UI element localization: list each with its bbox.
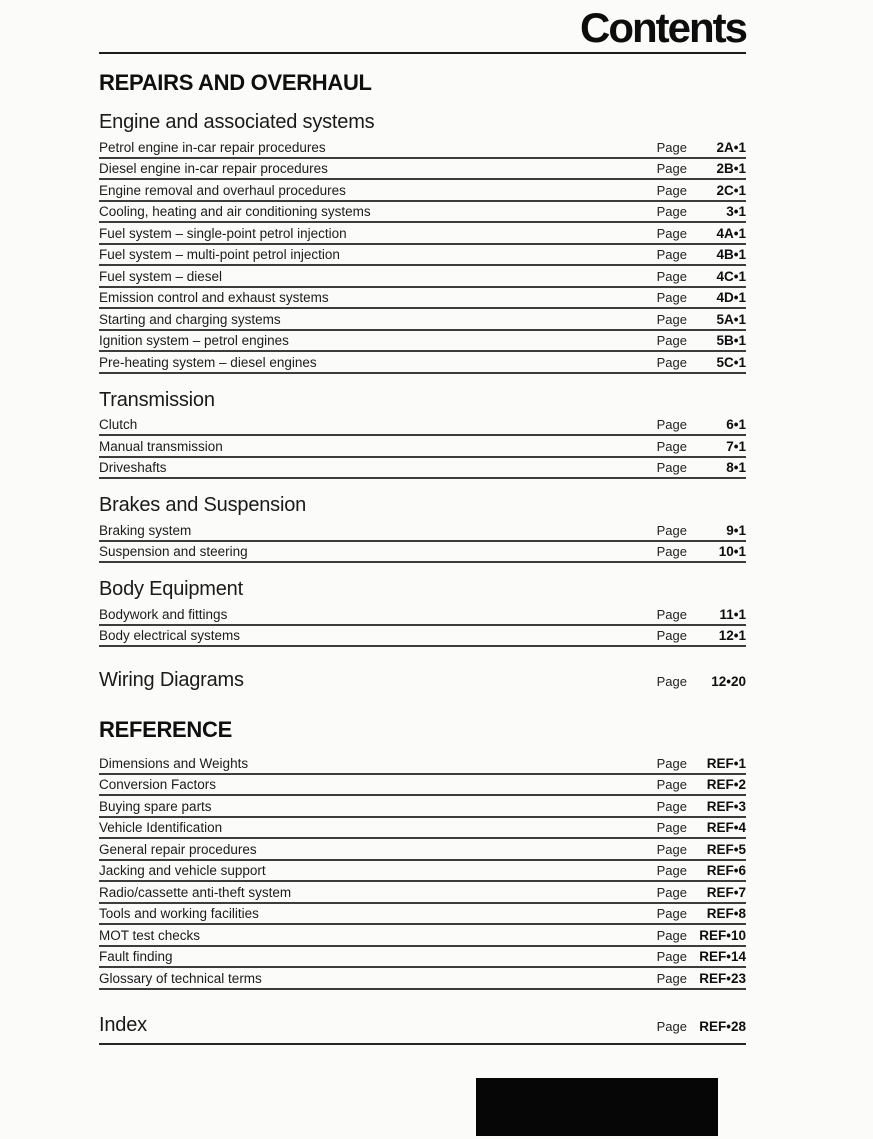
page-word: Page xyxy=(656,628,687,643)
page-number: 5B•1 xyxy=(716,333,746,348)
page-word: Page xyxy=(656,970,687,986)
page-number: 9•1 xyxy=(726,522,746,538)
page-word: Page xyxy=(656,884,687,900)
entry-label: Body electrical systems xyxy=(99,628,241,643)
page-number: REF•3 xyxy=(706,798,746,814)
entry-label: Radio/cassette anti-theft system xyxy=(99,884,292,900)
entry-label: Fuel system – diesel xyxy=(99,268,223,284)
page-word: Page xyxy=(656,798,687,814)
page-ref xyxy=(657,439,746,454)
entry-label: Starting and charging systems xyxy=(99,311,281,327)
toc-row xyxy=(99,604,746,626)
toc-row xyxy=(99,882,746,904)
page-word: Page xyxy=(656,161,687,176)
page-number: 10•1 xyxy=(718,544,746,559)
toc-row xyxy=(99,753,746,775)
page-number: 7•1 xyxy=(726,438,746,454)
page-ref xyxy=(657,333,746,348)
toc-row xyxy=(99,309,746,331)
page-ref xyxy=(657,1019,746,1034)
entry-label: Ignition system – petrol engines xyxy=(99,333,289,348)
page-number: 2A•1 xyxy=(716,139,746,155)
toc-body xyxy=(99,70,746,1045)
page-ref xyxy=(657,820,746,835)
page-number: REF•6 xyxy=(706,863,746,878)
page-ref xyxy=(657,523,746,538)
toc-single-row xyxy=(99,667,746,693)
page-title: Contents xyxy=(580,4,746,51)
page-ref xyxy=(657,607,746,622)
entry-label: Buying spare parts xyxy=(99,798,212,814)
entry-label: Driveshafts xyxy=(99,460,167,475)
entry-label: Conversion Factors xyxy=(99,777,217,792)
page-word: Page xyxy=(656,268,687,284)
toc-row xyxy=(99,542,746,564)
toc-row xyxy=(99,839,746,861)
page-word: Page xyxy=(656,674,687,689)
toc-row xyxy=(99,288,746,310)
page-ref xyxy=(657,928,746,943)
entry-label: Dimensions and Weights xyxy=(99,755,249,771)
page-word: Page xyxy=(656,139,687,155)
page-ref xyxy=(657,226,746,241)
page-number: 12•20 xyxy=(711,674,746,689)
toc-row xyxy=(99,861,746,883)
toc-row xyxy=(99,415,746,437)
entry-label: Suspension and steering xyxy=(99,544,248,559)
page-word: Page xyxy=(656,906,687,921)
page-content xyxy=(99,6,746,1045)
page-number: 4B•1 xyxy=(716,247,746,262)
part-heading: REFERENCE xyxy=(99,717,232,742)
entry-label: Diesel engine in-car repair procedures xyxy=(99,161,328,176)
page-word: Page xyxy=(656,460,687,475)
page-number: REF•10 xyxy=(699,927,746,943)
page-number: 3•1 xyxy=(726,204,746,219)
toc-row xyxy=(99,968,746,990)
page-number: 4A•1 xyxy=(716,225,746,241)
page-number: 4D•1 xyxy=(716,290,746,305)
toc-row xyxy=(99,458,746,480)
page-word: Page xyxy=(656,311,687,327)
toc-row xyxy=(99,245,746,267)
page-word: Page xyxy=(656,225,687,241)
page-number: REF•8 xyxy=(706,906,746,921)
toc-row xyxy=(99,137,746,159)
toc-row xyxy=(99,904,746,926)
page-ref xyxy=(657,140,746,155)
section-heading: Engine and associated systems xyxy=(99,111,375,133)
page-word: Page xyxy=(656,354,687,370)
toc-rows xyxy=(99,604,746,647)
toc-row xyxy=(99,223,746,245)
toc-row xyxy=(99,436,746,458)
page-ref xyxy=(657,417,746,432)
toc-row xyxy=(99,202,746,224)
page-number: 11•1 xyxy=(719,606,746,622)
page-number: REF•2 xyxy=(706,777,746,792)
page-ref xyxy=(657,799,746,814)
title-rule xyxy=(99,52,746,54)
entry-label: Bodywork and fittings xyxy=(99,606,228,622)
entry-label: Vehicle Identification xyxy=(99,820,223,835)
page-word: Page xyxy=(656,522,687,538)
section-heading: Index xyxy=(99,1013,147,1036)
toc-group xyxy=(99,576,746,647)
redacted-black-box xyxy=(476,1078,718,1136)
page-number: REF•4 xyxy=(706,820,746,835)
page-number: 8•1 xyxy=(726,460,746,475)
page-ref xyxy=(657,247,746,262)
page-word: Page xyxy=(656,949,687,964)
entry-label: Manual transmission xyxy=(99,438,223,454)
page-word: Page xyxy=(656,1018,687,1034)
page-number: 2B•1 xyxy=(716,161,746,176)
page-word: Page xyxy=(656,841,687,857)
page-ref xyxy=(657,756,746,771)
page-number: REF•5 xyxy=(706,841,746,857)
page-ref xyxy=(657,290,746,305)
toc-row xyxy=(99,159,746,181)
entry-label: Fuel system – multi-point petrol injection xyxy=(99,247,340,262)
page-ref xyxy=(657,312,746,327)
entry-label: Fuel system – single-point petrol injection xyxy=(99,225,347,241)
toc-rows xyxy=(99,137,746,374)
toc-row xyxy=(99,626,746,648)
page-ref xyxy=(657,269,746,284)
toc-row xyxy=(99,796,746,818)
page-number: 6•1 xyxy=(726,417,746,432)
toc-row xyxy=(99,352,746,374)
toc-rows xyxy=(99,415,746,480)
page-ref xyxy=(657,949,746,964)
toc-group xyxy=(99,109,746,374)
page-ref xyxy=(657,183,746,198)
page-number: 4C•1 xyxy=(716,268,746,284)
page-word: Page xyxy=(656,290,687,305)
page-word: Page xyxy=(656,863,687,878)
toc-single-row xyxy=(99,1012,746,1045)
toc-row xyxy=(99,331,746,353)
page-number: REF•14 xyxy=(699,949,746,964)
page-number: 5A•1 xyxy=(716,311,746,327)
toc-row xyxy=(99,775,746,797)
toc-rows xyxy=(99,753,746,990)
page-word: Page xyxy=(656,417,687,432)
page-ref xyxy=(657,544,746,559)
entry-label: Tools and working facilities xyxy=(99,906,259,921)
page-ref xyxy=(657,971,746,986)
toc-row xyxy=(99,266,746,288)
page-ref xyxy=(657,863,746,878)
page-ref xyxy=(657,204,746,219)
page-word: Page xyxy=(656,755,687,771)
entry-label: Emission control and exhaust systems xyxy=(99,290,329,305)
section-heading: Body Equipment xyxy=(99,578,243,600)
page-number: 12•1 xyxy=(718,628,746,643)
page-number: REF•28 xyxy=(699,1018,746,1034)
page-ref xyxy=(657,777,746,792)
page-ref xyxy=(657,628,746,643)
page-word: Page xyxy=(656,606,687,622)
page-ref xyxy=(657,906,746,921)
page-ref xyxy=(657,460,746,475)
page-number: REF•7 xyxy=(706,884,746,900)
toc-group xyxy=(99,753,746,990)
entry-label: Cooling, heating and air conditioning systems xyxy=(99,204,371,219)
page-word: Page xyxy=(656,777,687,792)
entry-label: Glossary of technical terms xyxy=(99,970,262,986)
page-number: 2C•1 xyxy=(716,182,746,198)
section-heading: Brakes and Suspension xyxy=(99,494,307,516)
page-number: 5C•1 xyxy=(716,354,746,370)
toc-group xyxy=(99,387,746,480)
page-word: Page xyxy=(656,927,687,943)
part-heading: REPAIRS AND OVERHAUL xyxy=(99,70,372,95)
entry-label: Pre-heating system – diesel engines xyxy=(99,354,317,370)
page-ref xyxy=(657,355,746,370)
page-number: REF•1 xyxy=(706,755,746,771)
section-heading: Transmission xyxy=(99,388,215,411)
page-word: Page xyxy=(656,333,687,348)
page-ref xyxy=(657,842,746,857)
entry-label: MOT test checks xyxy=(99,927,201,943)
page-word: Page xyxy=(656,182,687,198)
page-word: Page xyxy=(656,247,687,262)
toc-row xyxy=(99,520,746,542)
page-word: Page xyxy=(656,544,687,559)
page-word: Page xyxy=(656,820,687,835)
toc-rows xyxy=(99,520,746,563)
page-number: REF•23 xyxy=(699,970,746,986)
toc-row xyxy=(99,925,746,947)
toc-group xyxy=(99,492,746,563)
entry-label: Jacking and vehicle support xyxy=(99,863,266,878)
page-ref xyxy=(657,161,746,176)
toc-row xyxy=(99,947,746,969)
toc-row xyxy=(99,180,746,202)
entry-label: General repair procedures xyxy=(99,841,257,857)
section-heading: Wiring Diagrams xyxy=(99,669,244,691)
page-word: Page xyxy=(656,204,687,219)
toc-row xyxy=(99,818,746,840)
entry-label: Engine removal and overhaul procedures xyxy=(99,182,346,198)
page-ref xyxy=(657,885,746,900)
entry-label: Braking system xyxy=(99,522,192,538)
entry-label: Fault finding xyxy=(99,949,173,964)
page-ref xyxy=(657,674,746,689)
page-word: Page xyxy=(656,438,687,454)
entry-label: Clutch xyxy=(99,417,138,432)
entry-label: Petrol engine in-car repair procedures xyxy=(99,139,326,155)
